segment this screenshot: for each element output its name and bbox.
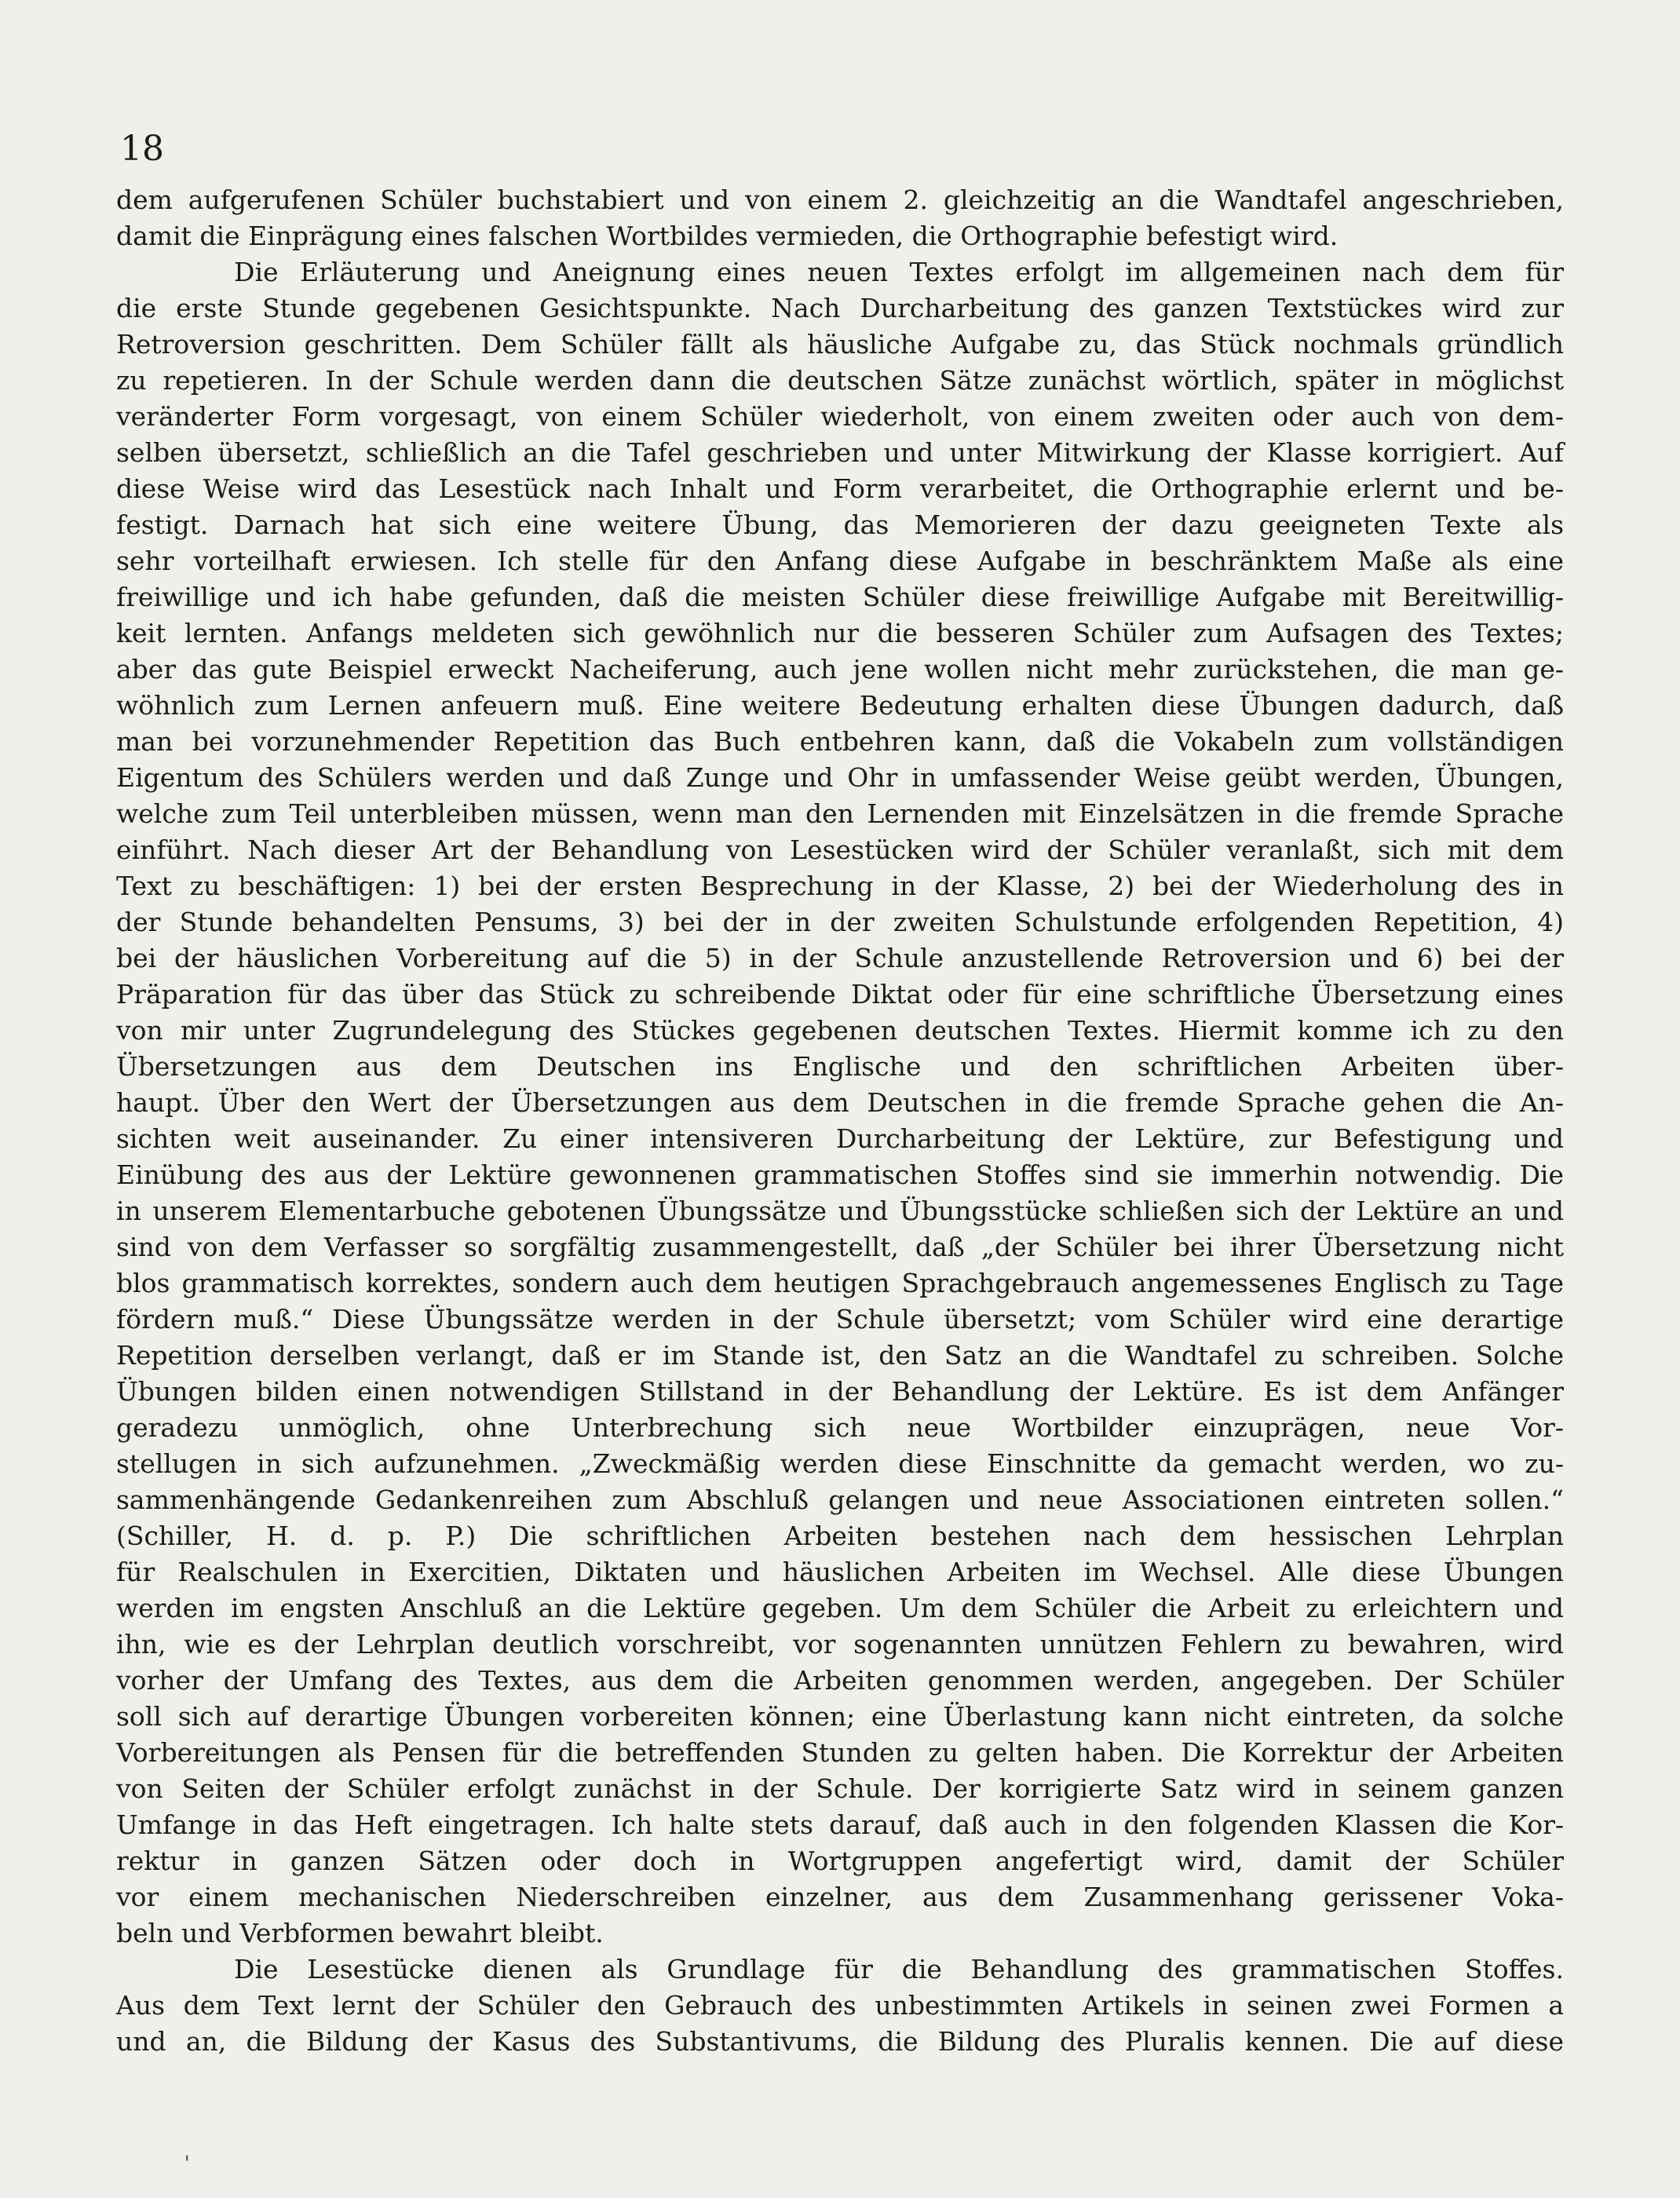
text-line: sind von dem Verfasser so sorgfältig zusammengestellt, daß „der Schüler bei ihrer Übersetzung nicht [116, 1232, 1564, 1262]
text-line: man bei vorzunehmender Repetition das Buch entbehren kann, daß die Vokabeln zum vollständigen [116, 726, 1564, 757]
ink-mark: ˌ [184, 2137, 191, 2164]
text-line: vorher der Umfang des Textes, aus dem die Arbeiten genommen werden, angegeben. Der Schüler [116, 1665, 1564, 1696]
text-line: Präparation für das über das Stück zu schreibende Diktat oder für eine schriftliche Übersetzung eines [116, 979, 1564, 1010]
text-line: aber das gute Beispiel erweckt Nacheiferung, auch jene wollen nicht mehr zurückstehen, die man ge- [116, 654, 1564, 685]
text-line: rektur in ganzen Sätzen oder doch in Wortgruppen angefertigt wird, damit der Schüler [116, 1846, 1564, 1876]
text-line: für Realschulen in Exercitien, Diktaten und häuslichen Arbeiten im Wechsel. Alle diese Übungen [116, 1557, 1564, 1587]
text-line: festigt. Darnach hat sich eine weitere Übung, das Memorieren der dazu geeigneten Texte als [116, 509, 1564, 540]
text-line: freiwillige und ich habe gefunden, daß die meisten Schüler diese freiwillige Aufgabe mit Bereitwillig- [116, 582, 1564, 612]
text-line: diese Weise wird das Lesestück nach Inhalt und Form verarbeitet, die Orthographie erlernt und be- [116, 473, 1564, 504]
text-line: Aus dem Text lernt der Schüler den Gebrauch des unbestimmten Artikels in seinen zwei Formen a [116, 1990, 1564, 2021]
text-line: damit die Einprägung eines falschen Wortbildes vermieden, die Orthographie befestigt wird. [116, 221, 1339, 251]
page-number: 18 [120, 129, 164, 169]
text-line: ihn, wie es der Lehrplan deutlich vorschreibt, vor sogenannten unnützen Fehlern zu bewahren, wird [116, 1629, 1564, 1659]
text-line: in unserem Elementarbuche gebotenen Übungssätze und Übungsstücke schließen sich der Lektüre an und [116, 1196, 1564, 1226]
text-line: fördern muß.“ Diese Übungssätze werden in der Schule übersetzt; vom Schüler wird eine derartige [116, 1304, 1564, 1334]
body-text [116, 182, 1564, 2060]
text-line: von Seiten der Schüler erfolgt zunächst in der Schule. Der korrigierte Satz wird in seinem ganzen [116, 1773, 1564, 1804]
text-line: bei der häuslichen Vorbereitung auf die 5) in der Schule anzustellende Retroversion und 6) bei der [116, 943, 1564, 973]
text-line: stellugen in sich aufzunehmen. „Zweckmäßig werden diese Einschnitte da gemacht werden, wo zu- [116, 1448, 1564, 1479]
text-line: Übersetzungen aus dem Deutschen ins Englische und den schriftlichen Arbeiten über- [116, 1051, 1564, 1082]
text-line: Eigentum des Schülers werden und daß Zunge und Ohr in umfassender Weise geübt werden, Übungen, [116, 762, 1564, 793]
text-line: (Schiller, H. d. p. P.) Die schriftlichen Arbeiten bestehen nach dem hessischen Lehrplan [116, 1521, 1564, 1551]
text-line: der Stunde behandelten Pensums, 3) bei der in der zweiten Schulstunde erfolgenden Repetition, 4) [116, 907, 1564, 937]
text-line: sichten weit auseinander. Zu einer intensiveren Durcharbeitung der Lektüre, zur Befestigung und [116, 1123, 1564, 1154]
text-line: keit lernten. Anfangs meldeten sich gewöhnlich nur die besseren Schüler zum Aufsagen des Textes; [116, 618, 1564, 648]
text-line: und an, die Bildung der Kasus des Substantivums, die Bildung des Pluralis kennen. Die auf diese [116, 2026, 1564, 2057]
text-line: blos grammatisch korrektes, sondern auch dem heutigen Sprachgebrauch angemessenes Englisch zu Tage [116, 1268, 1564, 1298]
text-line: zu repetieren. In der Schule werden dann die deutschen Sätze zunächst wörtlich, später in möglichst [116, 365, 1564, 396]
text-line: welche zum Teil unterbleiben müssen, wenn man den Lernenden mit Einzelsätzen in die fremde Sprache [116, 798, 1564, 829]
text-line: Retroversion geschritten. Dem Schüler fällt als häusliche Aufgabe zu, das Stück nochmals gründlich [116, 329, 1564, 360]
text-line: veränderter Form vorgesagt, von einem Schüler wiederholt, von einem zweiten oder auch von dem- [116, 401, 1564, 432]
text-line: werden im engsten Anschluß an die Lektüre gegeben. Um dem Schüler die Arbeit zu erleichtern und [116, 1593, 1564, 1623]
text-line: selben übersetzt, schließlich an die Tafel geschrieben und unter Mitwirkung der Klasse korrigiert. Auf [116, 437, 1564, 468]
text-line: dem aufgerufenen Schüler buchstabiert und von einem 2. gleichzeitig an die Wandtafel angeschrieben, [116, 184, 1564, 215]
text-line: von mir unter Zugrundelegung des Stückes gegebenen deutschen Textes. Hiermit komme ich zu den [116, 1015, 1564, 1046]
text-line: haupt. Über den Wert der Übersetzungen aus dem Deutschen in die fremde Sprache gehen die An- [116, 1087, 1564, 1118]
text-line: geradezu unmöglich, ohne Unterbrechung sich neue Wortbilder einzuprägen, neue Vor- [116, 1412, 1564, 1443]
text-line: soll sich auf derartige Übungen vorbereiten können; eine Überlastung kann nicht eintreten, da solche [116, 1701, 1564, 1732]
text-line: Einübung des aus der Lektüre gewonnenen grammatischen Stoffes sind sie immerhin notwendig. Die [116, 1159, 1564, 1190]
text-line: sammenhängende Gedankenreihen zum Abschluß gelangen und neue Associationen eintreten sollen.“ [116, 1484, 1564, 1515]
text-line: die erste Stunde gegebenen Gesichtspunkte. Nach Durcharbeitung des ganzen Textstückes wird zur [116, 293, 1564, 323]
text-line: Die Erläuterung und Aneignung eines neuen Textes erfolgt im allgemeinen nach dem für [234, 257, 1564, 287]
text-line: Text zu beschäftigen: 1) bei der ersten Besprechung in der Klasse, 2) bei der Wiederholung des in [116, 871, 1564, 901]
text-line: vor einem mechanischen Niederschreiben einzelner, aus dem Zusammenhang gerissener Voka- [116, 1882, 1564, 1912]
text-line: einführt. Nach dieser Art der Behandlung von Lesestücken wird der Schüler veranlaßt, sich mit dem [116, 834, 1564, 865]
text-line: Umfange in das Heft eingetragen. Ich halte stets darauf, daß auch in den folgenden Klassen die Kor- [116, 1809, 1564, 1840]
text-line: Übungen bilden einen notwendigen Stillstand in der Behandlung der Lektüre. Es ist dem Anfänger [116, 1376, 1564, 1407]
text-line: Vorbereitungen als Pensen für die betreffenden Stunden zu gelten haben. Die Korrektur der Arbeiten [116, 1737, 1564, 1768]
text-line: Die Lesestücke dienen als Grundlage für die Behandlung des grammatischen Stoffes. [234, 1954, 1564, 1984]
text-line: sehr vorteilhaft erwiesen. Ich stelle für den Anfang diese Aufgabe in beschränktem Maße als eine [116, 546, 1564, 576]
text-line: beln und Verbformen bewahrt bleibt. [116, 1918, 604, 1948]
text-line: Repetition derselben verlangt, daß er im Stande ist, den Satz an die Wandtafel zu schreiben. Solche [116, 1340, 1564, 1371]
text-line: wöhnlich zum Lernen anfeuern muß. Eine weitere Bedeutung erhalten diese Übungen dadurch, daß [116, 690, 1564, 721]
